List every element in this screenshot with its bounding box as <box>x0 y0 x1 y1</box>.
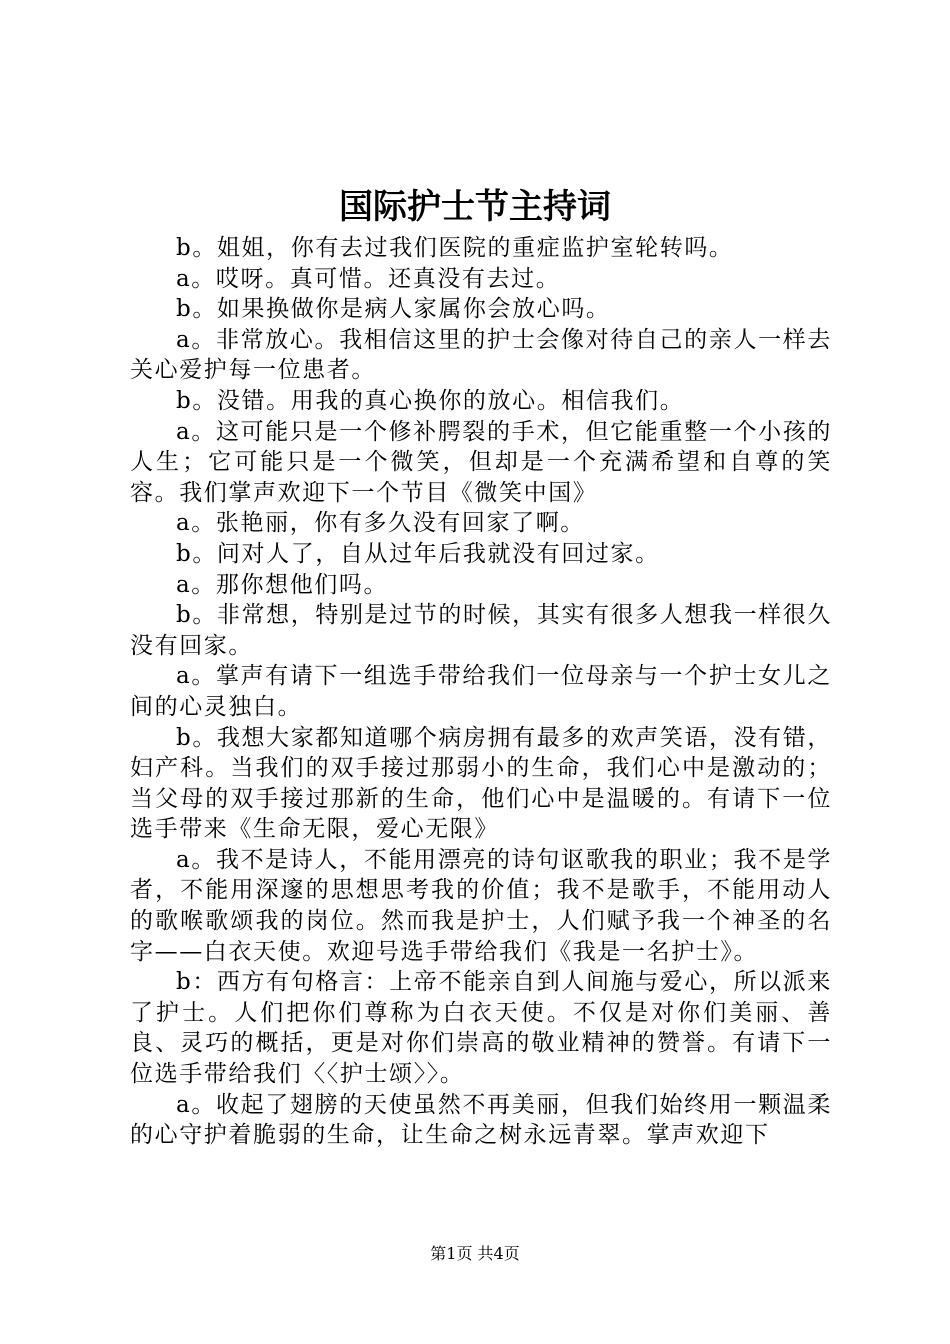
paragraph: a。我不是诗人，不能用漂亮的诗句讴歌我的职业；我不是学者，不能用深邃的思想思考我的价值；我不是歌手，不能用动人的歌喉歌颂我的岗位。然而我是护士，人们赋予我一个神圣的名字——白衣天使。欢迎号选手带给我们《我是一名护士》。 <box>130 846 832 965</box>
paragraph: b。姐姐，你有去过我们医院的重症监护室轮转吗。 <box>176 235 734 261</box>
paragraph: a。掌声有请下一组选手带给我们一位母亲与一个护士女儿之间的心灵独白。 <box>130 663 832 720</box>
paragraph: a。这可能只是一个修补腭裂的手术，但它能重整一个小孩的人生；它可能只是一个微笑，但却是一个充满希望和自尊的笑容。我们掌声欢迎下一个节目《微笑中国》 <box>130 418 832 506</box>
document-body <box>130 233 832 1151</box>
paragraph: b。如果换做你是病人家属你会放心吗。 <box>176 296 611 323</box>
document-title: 国际护士节主持词 <box>339 187 611 227</box>
paragraph: a。收起了翅膀的天使虽然不再美丽，但我们始终用一颗温柔的心守护着脆弱的生命，让生命之树永远青翠。掌声欢迎下 <box>130 1091 832 1149</box>
paragraph: b。我想大家都知道哪个病房拥有最多的欢声笑语，没有错，妇产科。当我们的双手接过那弱小的生命，我们心中是激动的；当父母的双手接过那新的生命，他们心中是温暖的。有请下一位选手带来《生命无限，爱心无限》 <box>130 724 832 843</box>
paragraph: b。非常想，特别是过节的时候，其实有很多人想我一样很久没有回家。 <box>130 602 832 659</box>
paragraph: a。那你想他们吗。 <box>176 571 389 598</box>
paragraph: a。非常放心。我相信这里的护士会像对待自己的亲人一样去关心爱护每一位患者。 <box>130 326 832 384</box>
paragraph: a。哎呀。真可惜。还真没有去过。 <box>176 265 561 292</box>
page-footer: 第1页 共4页 <box>430 1244 520 1263</box>
paragraph: b。没错。用我的真心换你的放心。相信我们。 <box>176 387 685 414</box>
paragraph: a。张艳丽，你有多久没有回家了啊。 <box>176 510 585 537</box>
paragraph: b。问对人了，自从过年后我就没有回过家。 <box>176 540 660 567</box>
paragraph: b：西方有句格言：上帝不能亲自到人间施与爱心，所以派来了护士。人们把你们尊称为白衣天使。不仅是对你们美丽、善良、灵巧的概括，更是对你们崇高的敬业精神的赞誉。有请下一位选手带给我们〈〈护士颂〉〉。 <box>130 969 832 1088</box>
